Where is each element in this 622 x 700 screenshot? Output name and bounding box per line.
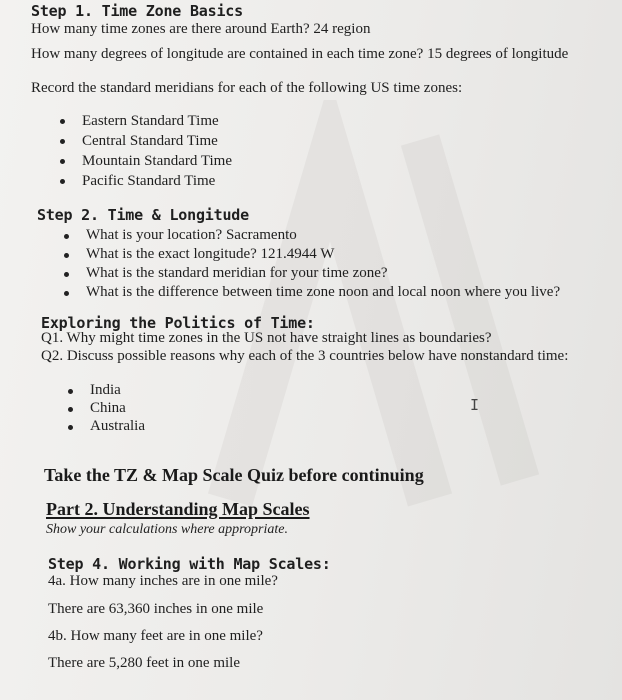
step2-heading: Step 2. Time & Longitude — [37, 206, 249, 224]
politics-question-2: Q2. Discuss possible reasons why each of the 3 countries below have nonstandard time: — [41, 348, 569, 364]
list-item: What is the difference between time zone noon and local noon where you live? — [60, 283, 560, 302]
step1-heading: Step 1. Time Zone Basics — [31, 2, 243, 20]
step1-question-degrees: How many degrees of longitude are contained in each time zone? 15 degrees of longitude — [31, 46, 569, 62]
list-item: Australia — [64, 417, 145, 435]
politics-heading: Exploring the Politics of Time: — [41, 314, 315, 332]
part2-heading: Part 2. Understanding Map Scales — [46, 499, 310, 519]
list-item: Central Standard Time — [56, 131, 232, 151]
list-item: Mountain Standard Time — [56, 151, 232, 171]
list-item: Pacific Standard Time — [56, 171, 232, 191]
step4-answer-4a: There are 63,360 inches in one mile — [48, 601, 264, 617]
step2-question-list — [60, 226, 560, 302]
us-time-zone-list — [56, 111, 232, 191]
step4-answer-4b: There are 5,280 feet in one mile — [48, 655, 240, 671]
quiz-note: Take the TZ & Map Scale Quiz before continuing — [44, 465, 424, 485]
step1-question-time-zones: How many time zones are there around Earth? 24 region — [31, 21, 371, 37]
list-item: India — [64, 381, 145, 399]
list-item: What is your location? Sacramento — [60, 226, 560, 245]
country-list — [64, 381, 145, 435]
list-item: What is the standard meridian for your time zone? — [60, 264, 560, 283]
step4-question-4b: 4b. How many feet are in one mile? — [48, 628, 263, 644]
list-item: China — [64, 399, 145, 417]
text-cursor-icon: I — [470, 396, 480, 414]
step4-heading: Step 4. Working with Map Scales: — [48, 555, 331, 573]
politics-question-1: Q1. Why might time zones in the US not have straight lines as boundaries? — [41, 330, 492, 346]
step4-question-4a: 4a. How many inches are in one mile? — [48, 573, 278, 589]
step1-question-meridians: Record the standard meridians for each of the following US time zones: — [31, 80, 463, 96]
part2-subtitle: Show your calculations where appropriate. — [46, 522, 288, 537]
list-item: What is the exact longitude? 121.4944 W — [60, 245, 560, 264]
list-item: Eastern Standard Time — [56, 111, 232, 131]
